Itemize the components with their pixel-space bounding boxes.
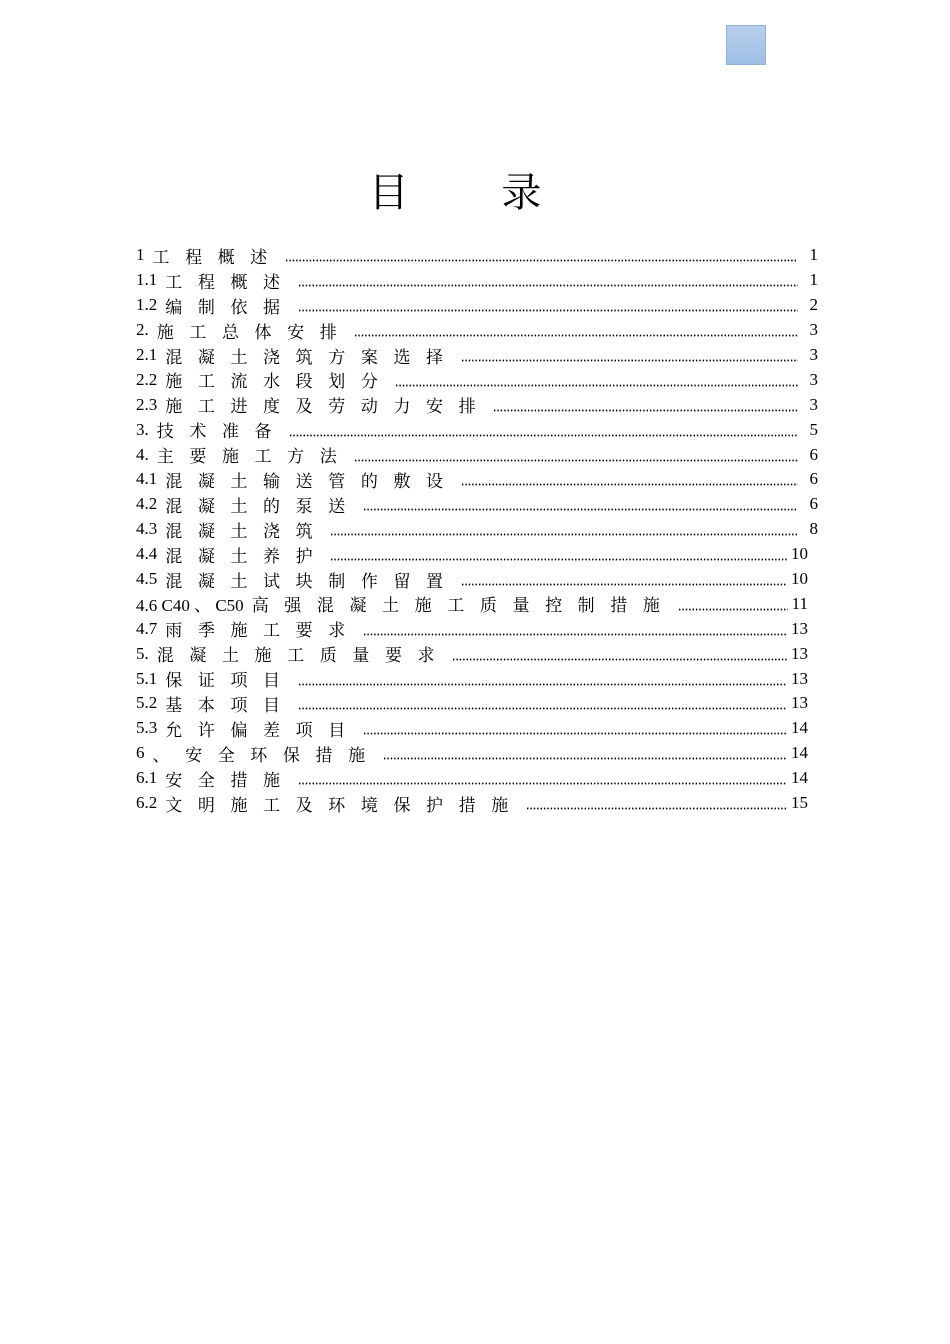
- toc-entry[interactable]: [136, 467, 818, 492]
- toc-entry[interactable]: [136, 766, 818, 791]
- toc-entry-page: 14: [791, 768, 808, 788]
- toc-dot-leader: [493, 396, 798, 414]
- toc-entry-page: 1: [809, 245, 818, 265]
- toc-dot-leader: [298, 694, 787, 712]
- toc-entry-label: [136, 517, 328, 542]
- toc-entry[interactable]: [136, 666, 818, 691]
- toc-entry-label: [136, 641, 450, 666]
- toc-entry-page: 14: [791, 718, 808, 738]
- toc-entry-label: [136, 791, 524, 816]
- toc-entry-label: [136, 467, 459, 492]
- toc-dot-leader: [363, 719, 787, 737]
- toc-entry-number: 1.1: [136, 270, 158, 290]
- toc-dot-leader: [330, 520, 798, 538]
- toc-dot-leader: [383, 744, 787, 762]
- toc-entry-number: 1.2: [136, 295, 158, 315]
- toc-entry[interactable]: [136, 517, 818, 542]
- toc-entry-label: [136, 417, 287, 442]
- toc-entry-title: 高强混凝土施工质量控制措施: [251, 596, 676, 617]
- toc-entry-title: 安全措施: [165, 770, 296, 791]
- toc-entry-number: 1: [136, 245, 145, 265]
- toc-entry-page: 15: [791, 793, 808, 813]
- toc-entry-page: 13: [791, 693, 808, 713]
- toc-entry-label: [136, 766, 296, 791]
- toc-entry-title: 施工总体安排: [156, 322, 353, 343]
- toc-entry-label: [136, 616, 361, 641]
- toc-entry-page: 5: [809, 419, 818, 439]
- toc-entry-title: 混凝土浇筑: [165, 521, 329, 542]
- toc-entry[interactable]: [136, 318, 818, 343]
- toc-entry-number: 6.2: [136, 793, 158, 813]
- toc-entry-number: 6.1: [136, 768, 158, 788]
- toc-entry[interactable]: [136, 591, 818, 616]
- toc-entry[interactable]: [136, 392, 818, 417]
- toc-entry-label: [136, 442, 352, 467]
- toc-entry-page: 13: [791, 668, 808, 688]
- toc-entry-label: [136, 392, 491, 417]
- toc-entry[interactable]: [136, 741, 818, 766]
- toc-entry[interactable]: [136, 616, 818, 641]
- toc-entry-title: 技术准备: [156, 422, 288, 443]
- toc-entry-number: 2.2: [136, 369, 158, 389]
- toc-entry-page: 8: [809, 519, 818, 539]
- toc-entry[interactable]: [136, 492, 818, 517]
- toc-entry-number: 4.4: [136, 544, 158, 564]
- toc-entry-number: 2.: [136, 320, 149, 340]
- toc-entry-page: 3: [809, 320, 818, 340]
- toc-entry-label: [136, 268, 296, 293]
- toc-dot-leader: [461, 346, 798, 364]
- toc-entry-page: 6: [809, 469, 818, 489]
- toc-dot-leader: [526, 794, 787, 812]
- toc-entry-label: [136, 343, 459, 368]
- table-of-contents: [136, 243, 818, 815]
- toc-entry[interactable]: [136, 243, 818, 268]
- toc-entry-number: 5.2: [136, 693, 158, 713]
- toc-entry-page: 6: [809, 494, 818, 514]
- toc-entry-label: [136, 691, 296, 716]
- toc-entry-number: 4.2: [136, 494, 158, 514]
- toc-entry-number: 4.: [136, 444, 149, 464]
- toc-entry-title: 混凝土施工质量要求: [156, 646, 451, 667]
- toc-dot-leader: [298, 670, 787, 688]
- toc-entry-page: 14: [791, 743, 808, 763]
- toc-entry-title: 混凝土的泵送: [165, 496, 361, 517]
- toc-entry-label: [136, 293, 296, 318]
- toc-dot-leader: [363, 620, 787, 638]
- toc-entry[interactable]: [136, 567, 818, 592]
- toc-entry-page: 6: [809, 444, 818, 464]
- toc-dot-leader: [452, 645, 787, 663]
- toc-entry-number: 5.: [136, 643, 149, 663]
- toc-dot-leader: [285, 246, 798, 264]
- toc-dot-leader: [678, 595, 788, 613]
- toc-entry-page: 10: [791, 569, 808, 589]
- toc-entry-title: 雨季施工要求: [165, 621, 361, 642]
- toc-entry-page: 3: [809, 369, 818, 389]
- toc-entry-label: [136, 567, 459, 592]
- toc-entry-label: [136, 542, 328, 567]
- toc-entry-label: [136, 492, 361, 517]
- toc-entry-page: 3: [809, 394, 818, 414]
- toc-entry[interactable]: [136, 691, 818, 716]
- toc-entry-number: 4.3: [136, 519, 158, 539]
- toc-entry-number: 6: [136, 743, 145, 763]
- toc-entry-page: 13: [791, 643, 808, 663]
- toc-entry[interactable]: [136, 716, 818, 741]
- toc-entry-title: 基本项目: [165, 695, 296, 716]
- toc-entry-title: 文明施工及环境保护措施: [165, 795, 524, 816]
- toc-dot-leader: [363, 495, 798, 513]
- toc-entry[interactable]: [136, 417, 818, 442]
- toc-entry-number: 5.1: [136, 668, 158, 688]
- toc-entry[interactable]: [136, 367, 818, 392]
- toc-dot-leader: [461, 570, 787, 588]
- toc-entry-title: 混凝土输送管的敷设: [165, 471, 459, 492]
- toc-entry[interactable]: [136, 343, 818, 368]
- toc-dot-leader: [298, 296, 798, 314]
- toc-entry-title: 混凝土养护: [165, 546, 329, 567]
- toc-entry-title: 编制依据: [165, 297, 296, 318]
- toc-dot-leader: [354, 446, 798, 464]
- toc-entry[interactable]: [136, 293, 818, 318]
- toc-dot-leader: [461, 470, 798, 488]
- toc-entry-number: 5.3: [136, 718, 158, 738]
- toc-entry-label: [136, 741, 381, 766]
- toc-dot-leader: [354, 321, 798, 339]
- toc-entry-title: 允许偏差项目: [165, 720, 361, 741]
- toc-entry[interactable]: [136, 268, 818, 293]
- toc-entry-number: 2.3: [136, 394, 158, 414]
- toc-dot-leader: [298, 769, 787, 787]
- toc-entry-page: 10: [791, 544, 808, 564]
- toc-entry-page: 3: [809, 345, 818, 364]
- toc-entry-label: [136, 318, 352, 343]
- toc-entry-label: [136, 666, 296, 691]
- toc-entry[interactable]: [136, 641, 818, 666]
- toc-entry-title: 施工进度及劳动力安排: [165, 397, 492, 418]
- toc-entry-page: 1: [809, 270, 818, 290]
- toc-entry-number: 4.6 C40 、 C50: [136, 596, 244, 616]
- toc-entry-label: [136, 243, 283, 268]
- toc-dot-leader: [395, 371, 798, 389]
- toc-entry-page: 13: [791, 618, 808, 638]
- toc-entry-title: 混凝土试块制作留置: [165, 571, 459, 592]
- toc-dot-leader: [289, 421, 798, 439]
- toc-entry-label: [136, 591, 676, 616]
- toc-entry[interactable]: [136, 542, 818, 567]
- toc-dot-leader: [298, 271, 798, 289]
- toc-entry-title: 、安全环保措施: [152, 745, 381, 766]
- toc-entry-number: 4.5: [136, 569, 158, 589]
- toc-entry-title: 施工流水段划分: [165, 372, 394, 393]
- toc-entry-number: 4.7: [136, 618, 158, 638]
- toc-entry[interactable]: [136, 791, 818, 816]
- toc-entry-number: 3.: [136, 419, 149, 439]
- toc-entry-title: 工程概述: [165, 272, 296, 293]
- toc-entry-title: 工程概述: [152, 247, 283, 268]
- toc-entry-number: 4.1: [136, 469, 158, 489]
- toc-entry-number: 2.1: [136, 345, 158, 365]
- toc-entry-title: 主要施工方法: [156, 447, 353, 468]
- toc-entry-page: 11: [791, 593, 808, 613]
- toc-dot-leader: [330, 545, 787, 563]
- toc-entry[interactable]: [136, 442, 818, 467]
- toc-entry-label: [136, 716, 361, 741]
- toc-entry-page: 2: [809, 295, 818, 315]
- corner-decoration: [726, 25, 766, 65]
- page-title: 目 录: [368, 170, 582, 216]
- toc-entry-title: 保证项目: [165, 671, 296, 692]
- toc-entry-label: [136, 367, 393, 392]
- toc-entry-title: 混凝土浇筑方案选择: [165, 347, 459, 368]
